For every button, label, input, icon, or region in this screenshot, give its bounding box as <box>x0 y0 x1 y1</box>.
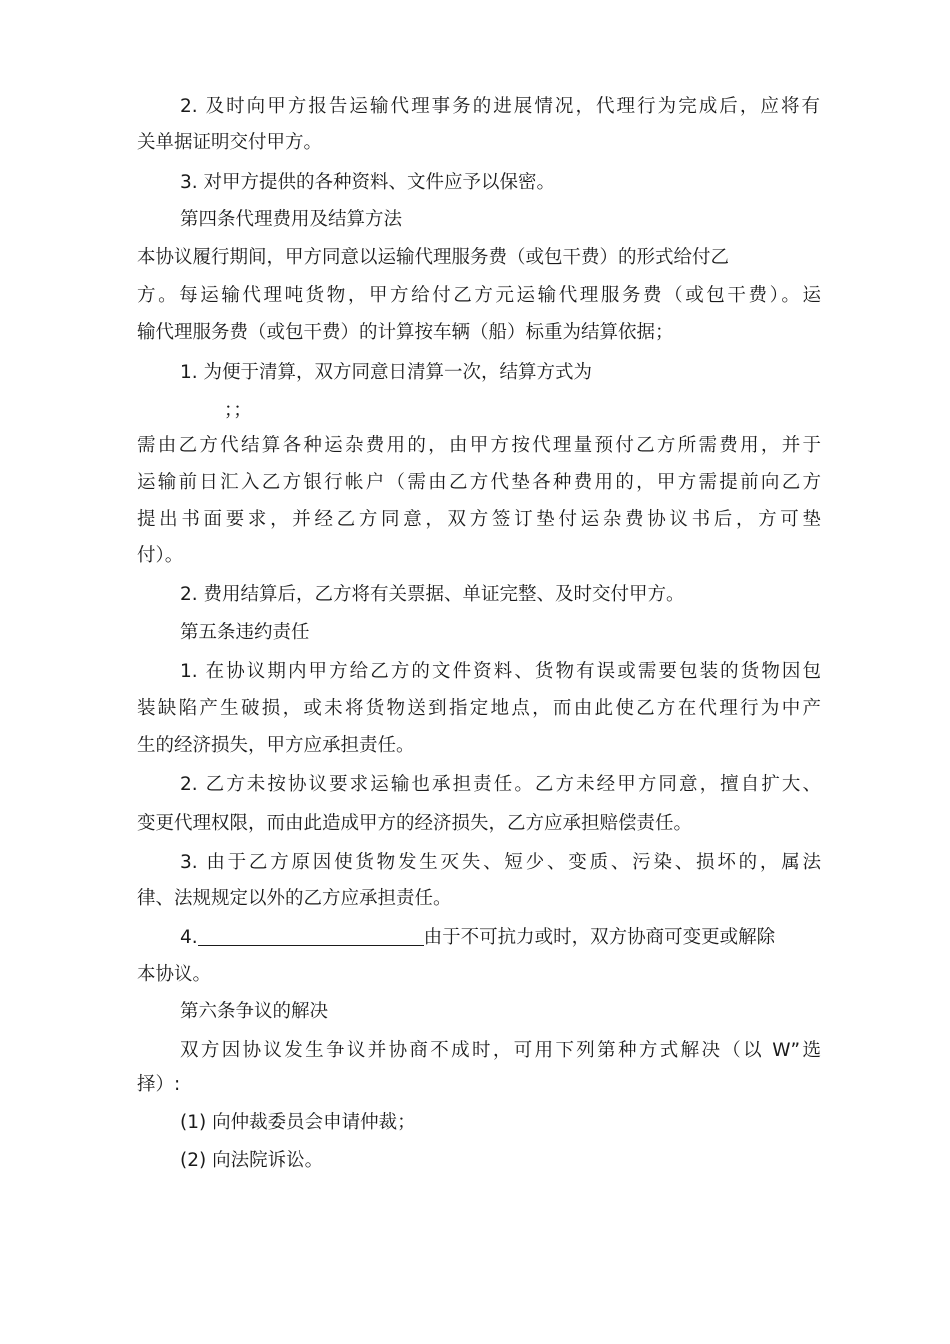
list-item: 2. 乙方未按协议要求运输也承担责任。乙方未经甲方同意，擅自扩大、 <box>180 774 821 795</box>
paragraph-line: 装缺陷产生破损，或未将货物送到指定地点，而由此使乙方在代理行为中产 <box>137 698 821 719</box>
paragraph-line: 变更代理权限，而由此造成甲方的经济损失，乙方应承担赔偿责任。 <box>137 813 693 834</box>
paragraph-line: 3. 对甲方提供的各种资料、文件应予以保密。 <box>180 172 556 193</box>
list-item: 3. 由于乙方原因使货物发生灭失、短少、变质、污染、损坏的，属法 <box>180 852 821 873</box>
list-item: 1. 在协议期内甲方给乙方的文件资料、货物有误或需要包装的货物因包 <box>180 661 821 682</box>
list-item <box>180 925 775 951</box>
paragraph-line: 律、法规规定以外的乙方应承担责任。 <box>137 888 452 909</box>
paragraph-line: 方。每运输代理吨货物，甲方给付乙方元运输代理服务费（或包干费）。运 <box>137 285 821 306</box>
paragraph-line: 择）: <box>137 1074 181 1095</box>
paragraph-line: 输代理服务费（或包干费）的计算按车辆（船）标重为结算依据； <box>137 322 674 343</box>
paragraph-line: 需由乙方代结算各种运杂费用的，由甲方按代理量预付乙方所需费用，并于 <box>137 435 821 456</box>
paragraph-line: 关单据证明交付甲方。 <box>137 132 323 153</box>
list-item-number: 4. <box>180 927 198 948</box>
list-item: (2) 向法院诉讼。 <box>180 1150 324 1171</box>
paragraph-line: 提出书面要求，并经乙方同意，双方签订垫付运杂费协议书后，方可垫 <box>137 509 821 530</box>
paragraph-line: 2. 及时向甲方报告运输代理事务的进展情况，代理行为完成后，应将有 <box>180 96 820 117</box>
paragraph-line: 运输前日汇入乙方银行帐户（需由乙方代垫各种费用的，甲方需提前向乙方 <box>137 472 821 493</box>
paragraph-line: 双方因协议发生争议并协商不成时，可用下列第种方式解决（以 W”选 <box>180 1040 821 1061</box>
list-item: (1) 向仲裁委员会申请仲裁； <box>180 1112 416 1133</box>
paragraph-line: 生的经济损失，甲方应承担责任。 <box>137 735 415 756</box>
paragraph-line: 本协议履行期间，甲方同意以运输代理服务费（或包干费）的形式给付乙 <box>137 247 730 268</box>
list-item-text: 由于不可抗力或时，双方协商可变更或解除 <box>423 927 776 948</box>
paragraph-line: 本协议。 <box>137 964 212 985</box>
list-item: 2. 费用结算后，乙方将有关票据、单证完整、及时交付甲方。 <box>180 584 685 605</box>
paragraph-line: 付）。 <box>137 545 184 566</box>
section-heading: 第六条争议的解决 <box>180 1001 329 1022</box>
section-heading: 第五条违约责任 <box>180 622 310 643</box>
paragraph-line: ；； <box>224 400 252 421</box>
section-heading: 第四条代理费用及结算方法 <box>180 209 403 230</box>
fill-in-blank <box>198 927 424 946</box>
list-item: 1. 为便于清算，双方同意日清算一次，结算方式为 <box>180 362 593 383</box>
